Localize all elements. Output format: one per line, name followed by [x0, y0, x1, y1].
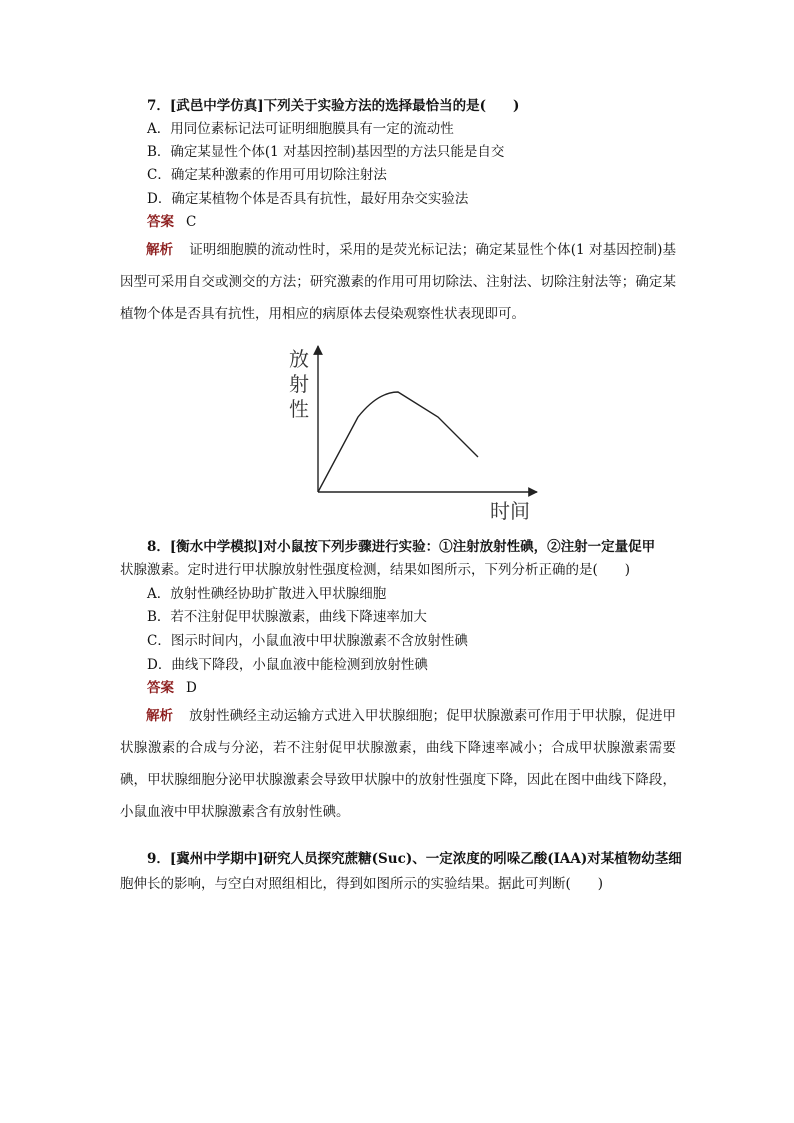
x-axis-label: 时间	[490, 499, 530, 523]
q7-analysis	[120, 234, 676, 330]
q8-option-d: D．曲线下降段，小鼠血液中能检测到放射性碘	[147, 657, 428, 673]
answer-value: D	[186, 680, 197, 696]
radioactivity-chart	[282, 336, 544, 526]
q7-option-d: D．确定某植物个体是否具有抗性，最好用杂交实验法	[147, 191, 469, 207]
q8-option-a: A．放射性碘经协助扩散进入甲状腺细胞	[147, 586, 387, 602]
analysis-text: 证明细胞膜的流动性时，采用的是荧光标记法；确定某显性个体(1 对基因控制)基因型可采用自交或测交的方法；研究激素的作用可用切除法、注射法、切除注射法等；确定某植物个体是否具有抗性，用相应的病原体去侵染观察性状表现即可。	[120, 242, 676, 322]
q8-stem-line2: 状腺激素。定时进行甲状腺放射性强度检测，结果如图所示，下列分析正确的是( )	[120, 562, 631, 578]
q7-answer	[147, 213, 196, 231]
q7-option-a: A．用同位素标记法可证明细胞膜具有一定的流动性	[147, 121, 454, 137]
q8-option-c: C．图示时间内，小鼠血液中甲状腺激素不含放射性碘	[147, 633, 468, 649]
y-axis-label-char: 放	[289, 347, 309, 371]
q8-answer	[147, 679, 197, 697]
q9-stem-line1: 9．[冀州中学期中]研究人员探究蔗糖(Suc)、一定浓度的吲哚乙酸(IAA)对某植物幼茎细	[147, 851, 682, 867]
answer-tag: 答案	[147, 214, 174, 230]
q8-option-b: B．若不注射促甲状腺激素，曲线下降速率加大	[147, 609, 427, 625]
analysis-tag: 解析	[146, 708, 174, 724]
q7-option-b: B．确定某显性个体(1 对基因控制)基因型的方法只能是自交	[147, 144, 505, 160]
analysis-text: 放射性碘经主动运输方式进入甲状腺细胞；促甲状腺激素可作用于甲状腺，促进甲状腺激素的合成与分泌，若不注射促甲状腺激素，曲线下降速率减小；合成甲状腺激素需要碘，甲状腺细胞分泌甲状腺激素会导致甲状腺中的放射性强度下降，因此在图中曲线下降段，小鼠血液中甲状腺激素含有放射性碘。	[120, 708, 677, 820]
answer-tag: 答案	[147, 680, 174, 696]
q9-stem-line2: 胞伸长的影响，与空白对照组相比，得到如图所示的实验结果。据此可判断( )	[120, 876, 604, 892]
y-axis-label	[289, 347, 309, 421]
chart-svg	[282, 336, 544, 526]
y-axis-label-char: 射	[289, 372, 309, 396]
analysis-tag: 解析	[146, 242, 174, 258]
series-curve	[318, 392, 478, 492]
q8-stem-line1: 8．[衡水中学模拟]对小鼠按下列步骤进行实验：①注射放射性碘，②注射一定量促甲	[147, 539, 656, 555]
q7-stem: 7．[武邑中学仿真]下列关于实验方法的选择最恰当的是( )	[147, 98, 520, 114]
q7-option-c: C．确定某种激素的作用可用切除注射法	[147, 167, 387, 183]
q8-analysis	[120, 700, 676, 828]
answer-value: C	[186, 214, 197, 230]
y-axis-label-char: 性	[289, 397, 309, 421]
